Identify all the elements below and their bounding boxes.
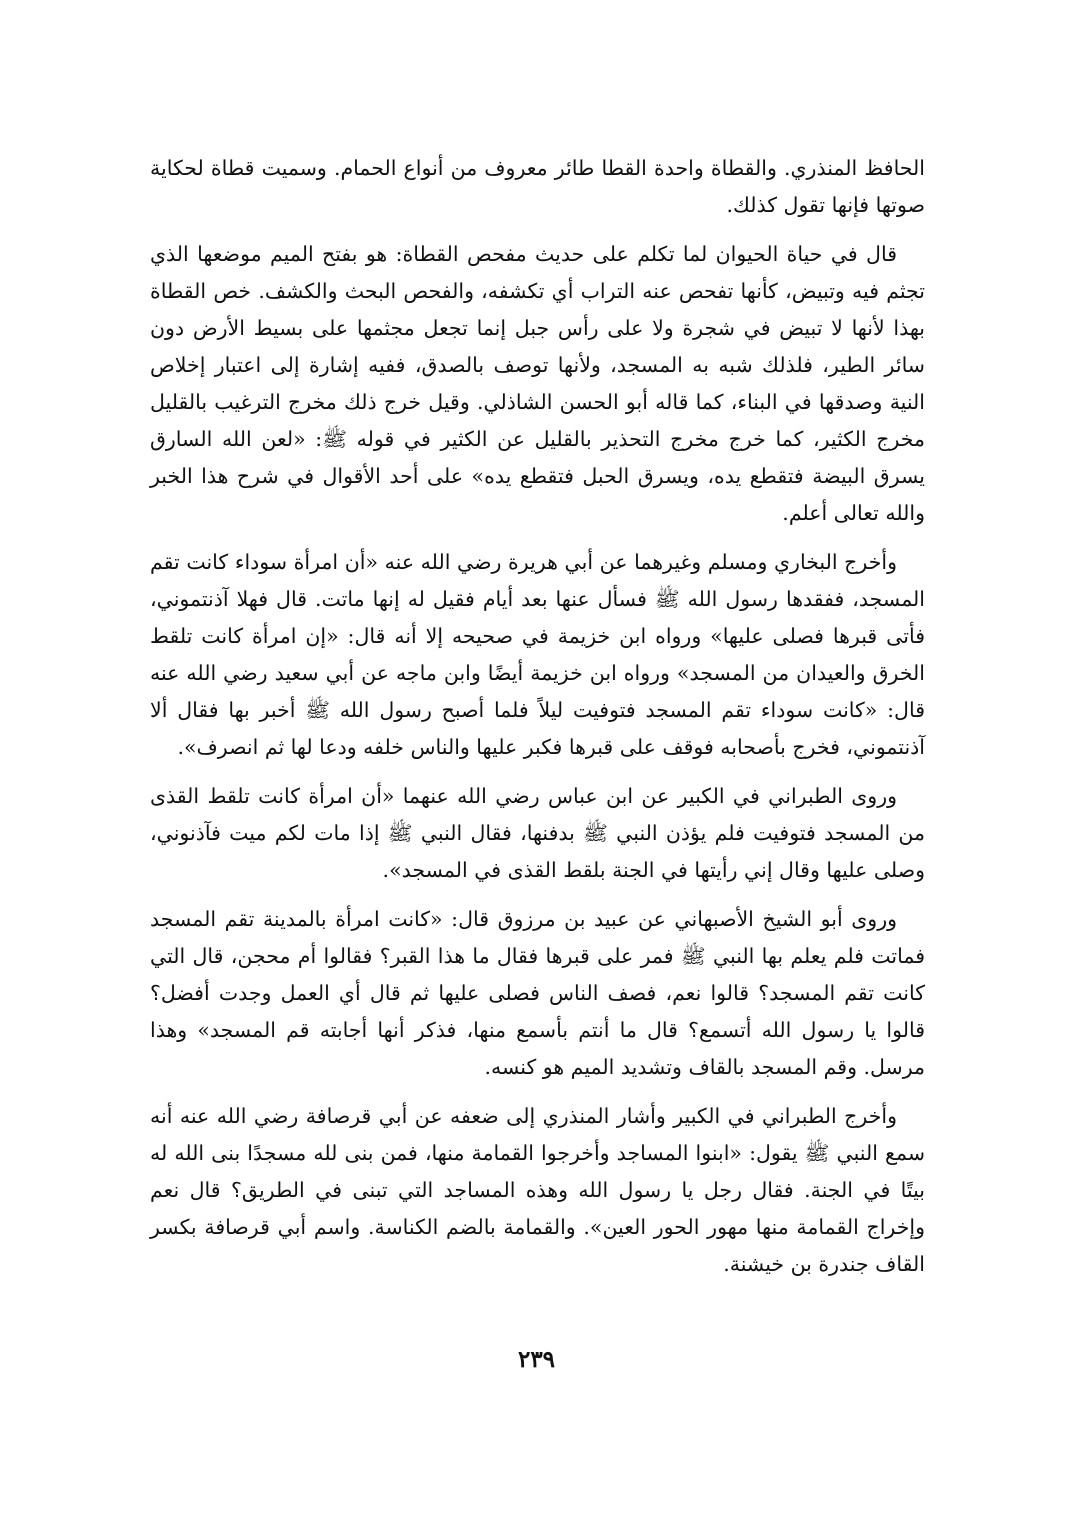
paragraph-continuation: الحافظ المنذري. والقطاة واحدة القطا طائر معروف من أنواع الحمام. وسميت قطاة لحكاية صوتها فإنها تقول كذلك. — [150, 156, 925, 217]
page-number: ٢٣٩ — [517, 1346, 556, 1373]
paragraph-bukhari-muslim: وأخرج البخاري ومسلم وغيرهما عن أبي هريرة رضي الله عنه «أن امرأة سوداء كانت تقم المسجد، ففقدها رسول الله ﷺ فسأل عنها بعد أيام فقيل له إنها ماتت. قال فهلا آذنتموني، فأتى قبرها فصلى عليها» ورواه ابن خزيمة في صحيحه إلا أنه قال: «إن امرأة كانت تلقط الخرق والعيدان من المسجد» ورواه ابن خزيمة أيضًا وابن ماجه عن أبي سعيد رضي الله عنه قال: «كانت سوداء تقم المسجد فتوفيت ليلاً فلما أصبح رسول الله ﷺ أخبر بها فقال ألا آذنتموني، فخرج بأصحابه فوقف على قبرها فكبر عليها والناس خلفه ودعا لها ثم انصرف». — [150, 550, 925, 759]
paragraph-abu-qirsafa: وأخرج الطبراني في الكبير وأشار المنذري إلى ضعفه عن أبي قرصافة رضي الله عنه أنه سمع النبي ﷺ يقول: «ابنوا المساجد وأخرجوا القمامة منها، فمن بنى لله مسجدًا بنى الله له بيتًا في الجنة. فقال رجل يا رسول الله وهذه المساجد التي تبنى في الطريق؟ قال نعم وإخراج القمامة منها مهور الحور العين». والقمامة بالضم الكناسة. واسم أبي قرصافة بكسر القاف جندرة بن خيشنة. — [150, 1104, 925, 1276]
paragraph-tabarani-ibn-abbas: وروى الطبراني في الكبير عن ابن عباس رضي الله عنهما «أن امرأة كانت تلقط القذى من المسجد فتوفيت فلم يؤذن النبي ﷺ بدفنها، فقال النبي ﷺ إذا مات لكم ميت فآذنوني، وصلى عليها وقال إني رأيتها في الجنة بلقط القذى في المسجد». — [150, 784, 925, 882]
document-page — [150, 150, 925, 1295]
paragraph-abu-al-shaykh: وروى أبو الشيخ الأصبهاني عن عبيد بن مرزوق قال: «كانت امرأة بالمدينة تقم المسجد فماتت فلم يعلم بها النبي ﷺ فمر على قبرها فقال ما هذا القبر؟ فقالوا أم محجن، قال التي كانت تقم المسجد؟ قالوا نعم، فصف الناس فصلى عليها ثم قال أي العمل وجدت أفضل؟ قالوا يا رسول الله أتسمع؟ قال ما أنتم بأسمع منها، فذكر أنها أجابته قم المسجد» وهذا مرسل. وقم المسجد بالقاف وتشديد الميم هو كنسه. — [150, 907, 925, 1079]
paragraph-hayat-al-hayawan: قال في حياة الحيوان لما تكلم على حديث مفحص القطاة: هو بفتح الميم موضعها الذي تجثم فيه وتبيض، كأنها تفحص عنه التراب أي تكشفه، والفحص البحث والكشف. خص القطاة بهذا لأنها لا تبيض في شجرة ولا على رأس جبل إنما تجعل مجثمها على بسيط الأرض دون سائر الطير، فلذلك شبه به المسجد، ولأنها توصف بالصدق، ففيه إشارة إلى اعتبار إخلاص النية وصدقها في البناء، كما قاله أبو الحسن الشاذلي. وقيل خرج ذلك مخرج الترغيب بالقليل مخرج الكثير، كما خرج مخرج التحذير بالقليل عن الكثير في قوله ﷺ: «لعن الله السارق يسرق البيضة فتقطع يده، ويسرق الحبل فتقطع يده» على أحد الأقوال في شرح هذا الخبر والله تعالى أعلم. — [150, 242, 925, 525]
